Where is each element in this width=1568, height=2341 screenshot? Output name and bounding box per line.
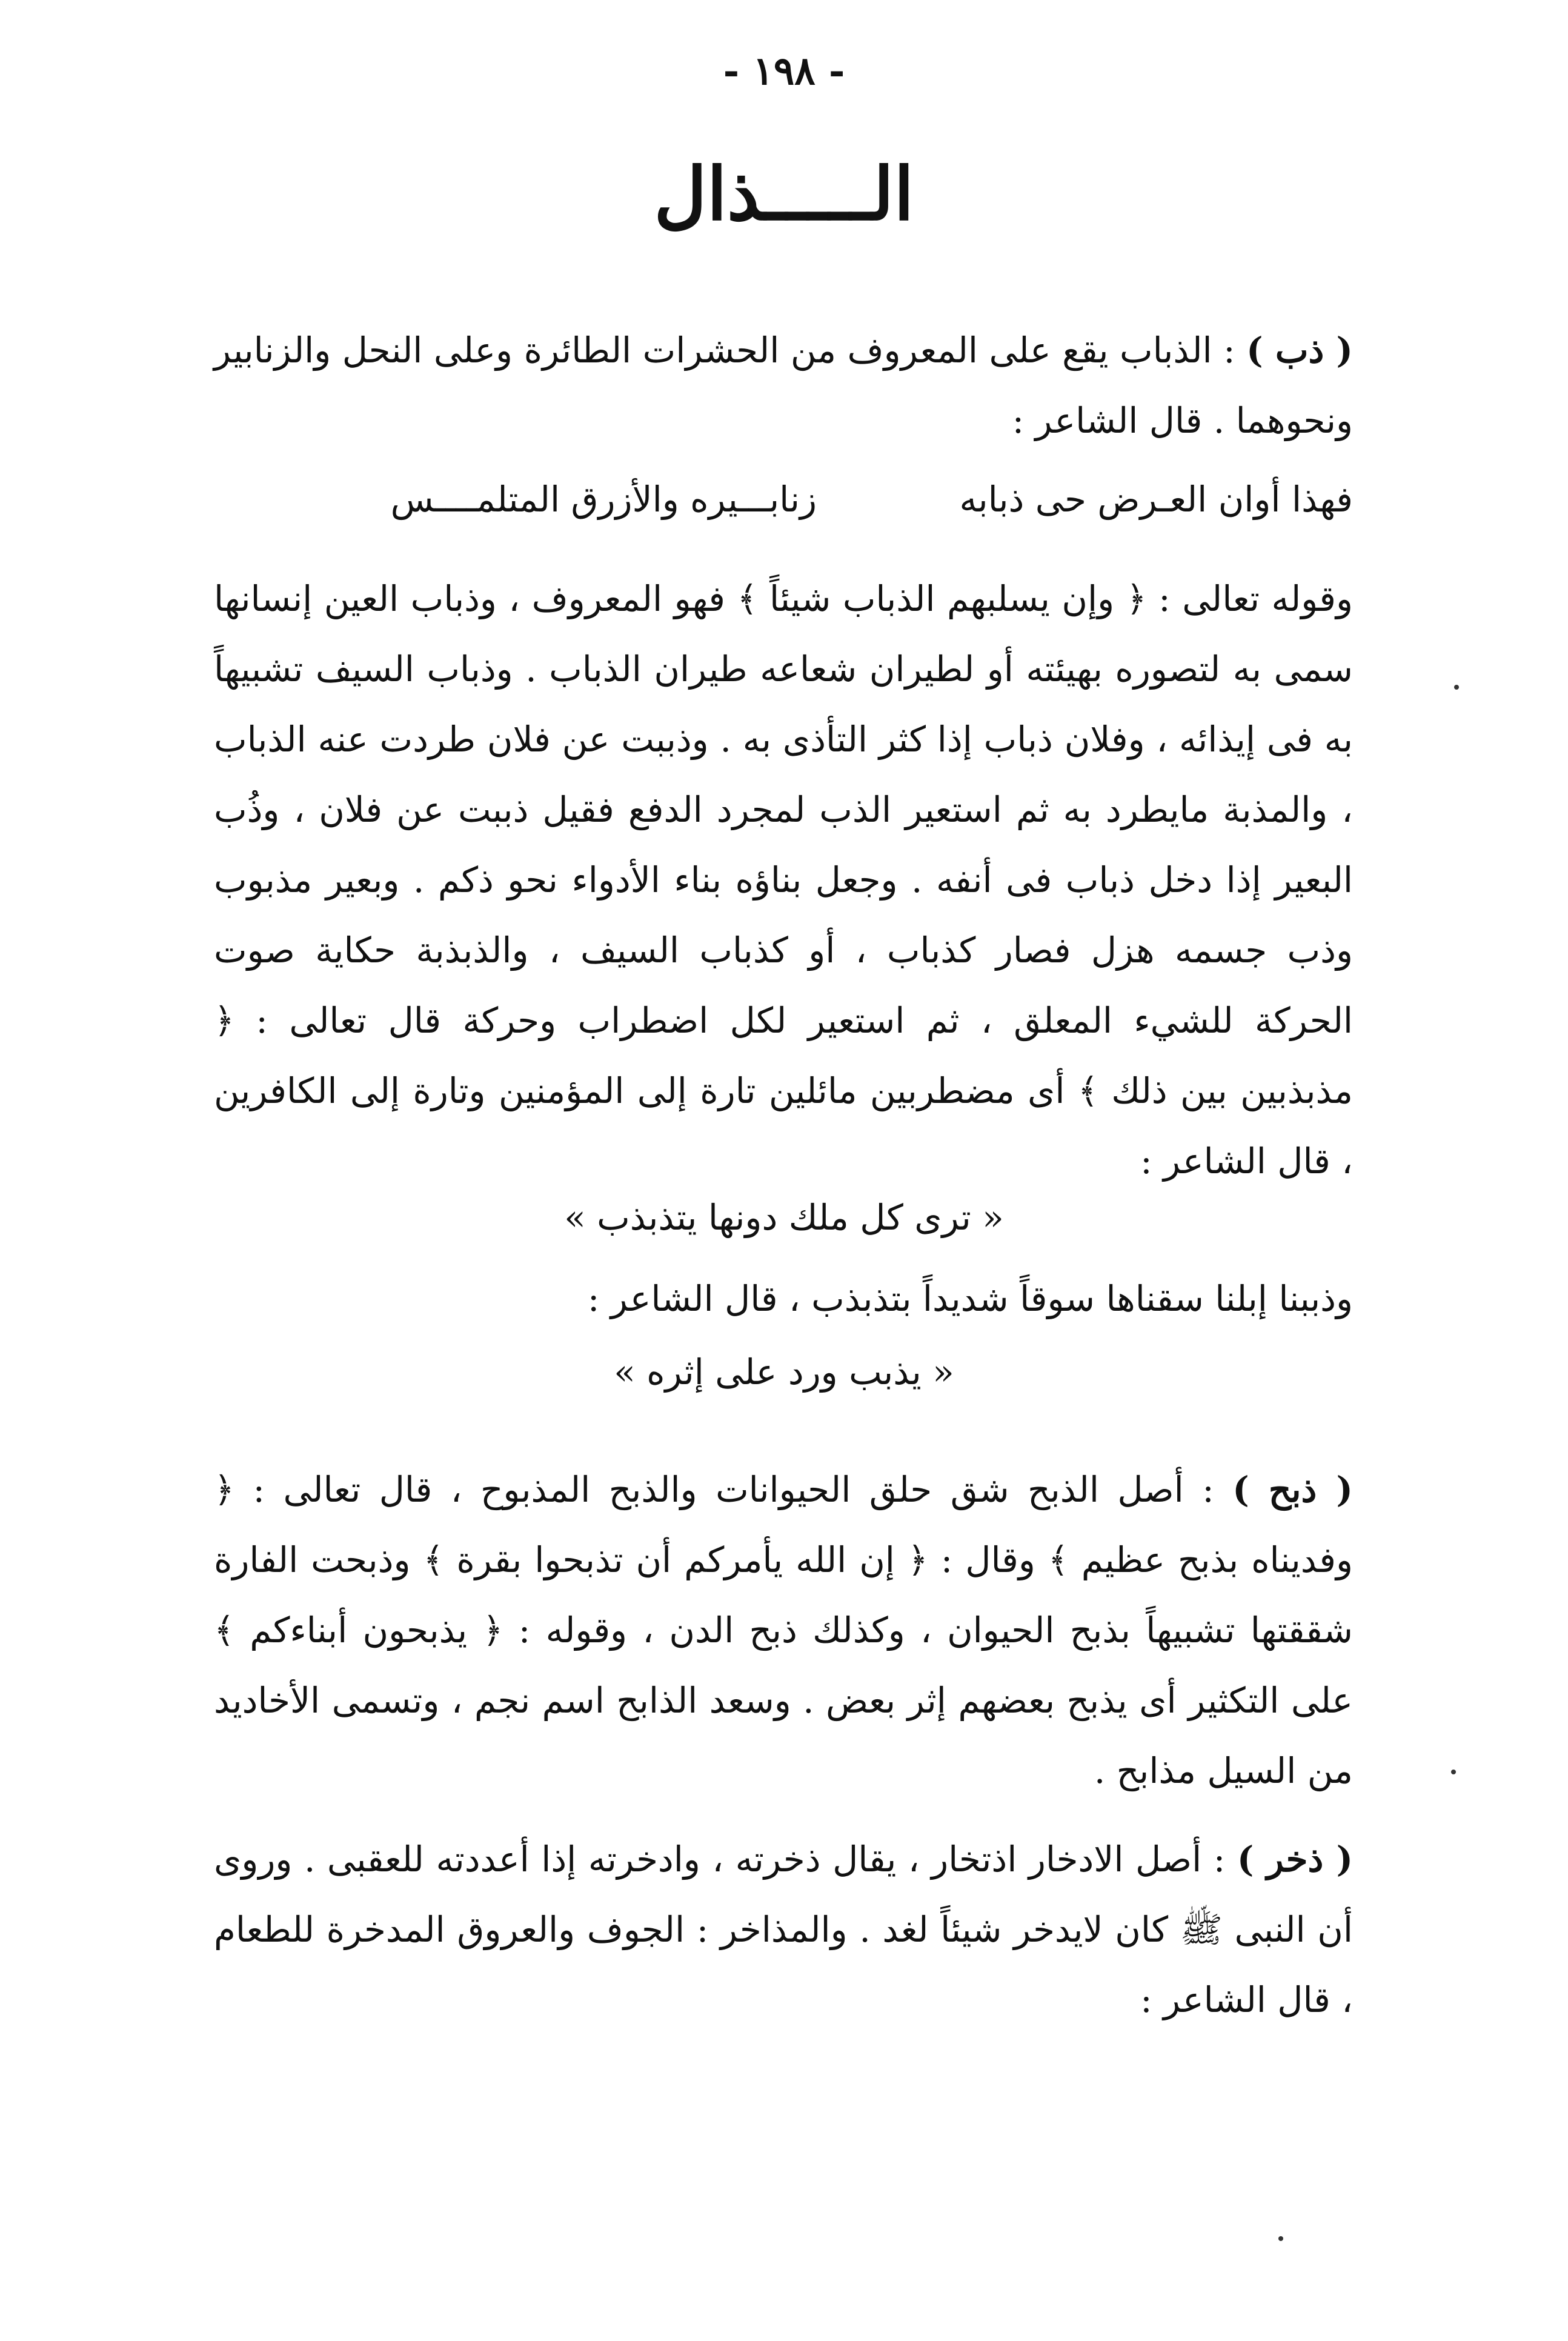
headword-dhabb: ( ذب ) xyxy=(1246,330,1353,371)
scan-speck xyxy=(1278,2236,1283,2241)
quote-2: « يذبب ورد على إثره » xyxy=(614,1351,954,1393)
headword-dhabh: ( ذبح ) xyxy=(1232,1469,1354,1510)
entry-dhabb-body: وقوله تعالى : ﴿ وإن يسلبهم الذباب شيئاً ﴾ فهو المعروف ، وذباب العين إنسانها سمى به لتصوره بهيئته أو لطيران شعاعه طيران الذباب . وذباب السيف تشبيهاً به فى إيذائه ، وفلان ذباب إذا كثر التأذى به . وذببت عن فلان طردت عنه الذباب ، والمذبة مايطرد به ثم استعير الذب لمجرد الدفع فقيل ذببت عن فلان ، وذُب البعير إذا دخل ذباب فى أنفه . وجعل بناؤه بناء الأدواء نحو ذكم . وبعير مذبوب وذب جسمه هزل فصار كذباب ، أو كذباب السيف ، والذبذبة حكاية صوت الحركة للشيء المعلق ، ثم استعير لكل اضطراب وحركة قال تعالى : ﴿ مذبذبين بين ذلك ﴾ أى مضطربين مائلين تارة إلى المؤمنين وتارة إلى الكافرين ، قال الشاعر : xyxy=(214,578,1353,1182)
quote-1: « ترى كل ملك دونها يتذبذب » xyxy=(564,1197,1004,1238)
entry-dhakhr xyxy=(214,1824,1353,2035)
entry-dhabb-intro xyxy=(214,315,1353,456)
entry-dhabh-text: : أصل الذبح شق حلق الحيوانات والذبح المذبوح ، قال تعالى : ﴿ وفديناه بذبح عظيم ﴾ وقال : ﴿ إن الله يأمركم أن تذبحوا بقرة ﴾ وذبحت الفارة شققتها تشبيهاً بذبح الحيوان ، وكذلك ذبح الدن ، وقوله : ﴿ يذبحون أبناءكم ﴾ على التكثير أى يذبح بعضهم إثر بعض . وسعد الذابح اسم نجم ، وتسمى الأخاديد من السيل مذابح . xyxy=(214,1469,1353,1791)
verse-first-hemistich: فهذا أوان العـرض حى ذبابه xyxy=(959,479,1353,520)
entry-dhabh xyxy=(214,1454,1353,1806)
headword-dhakhr: ( ذخر ) xyxy=(1237,1839,1354,1880)
scan-speck xyxy=(1454,685,1459,690)
page-number: - ١٩٨ - xyxy=(723,48,845,94)
scan-speck xyxy=(1451,1770,1456,1774)
verse-second-hemistich: زنابـــيره والأزرق المتلمــــس xyxy=(390,479,817,520)
entry-dhakhr-text: : أصل الادخار اذتخار ، يقال ذخرته ، وادخرته إذا أعددته للعقبى . وروى أن النبى ﷺ كان لايدخر شيئاً لغد . والمذاخر : الجوف والعروق المدخرة للطعام ، قال الشاعر : xyxy=(214,1839,1353,2020)
entry-dhabb-intro-text: : الذباب يقع على المعروف من الحشرات الطائرة وعلى النحل والزنابير ونحوهما . قال الشاعر : xyxy=(214,330,1353,441)
chapter-title: الـــــذال xyxy=(654,152,914,237)
entry-dhabb-between-quotes: وذببنا إبلنا سقناها سوقاً شديداً بتذبذب ، قال الشاعر : xyxy=(587,1278,1353,1319)
